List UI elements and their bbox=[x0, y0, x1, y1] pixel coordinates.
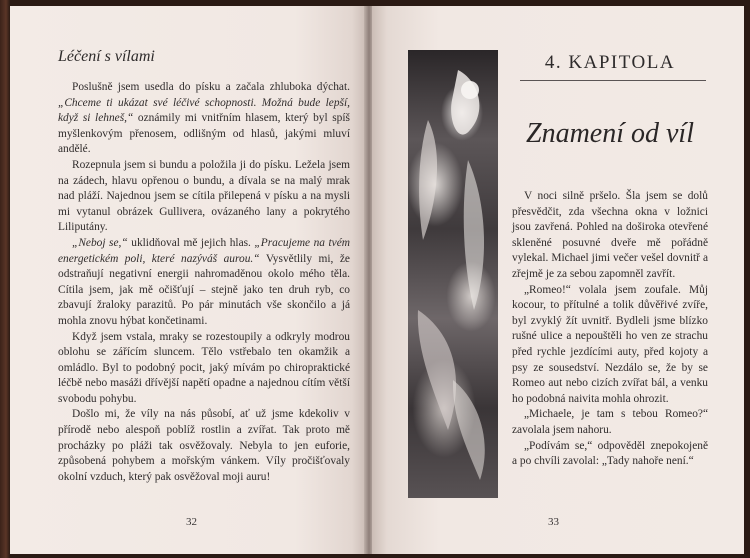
chapter-rule bbox=[520, 80, 706, 81]
left-page bbox=[10, 6, 366, 554]
text-run: Když jsem vstala, mraky se rozestoupily a odkryly modrou oblohu se zářícím sluncem. Tělo vstřebalo ten okamžik a omládlo. Byl to podobný pocit, jaký mívám po chiropraktické léčbě nebo masáži dřívější napětí opadne a najednou cítím větší svobodu pohybu. bbox=[58, 330, 350, 405]
text-run: Rozepnula jsem si bundu a položila ji do písku. Ležela jsem na zádech, hlavu opřenou o bundu, a dívala se na malý mrak nad pláží. Najednou jsem se cítila přilepená v písku a na mysli mi vytanul obrázek Gullivera, ovázaného lany a pokrytého Liliputány. bbox=[58, 158, 350, 234]
text-run: „Podívám se,“ odpověděl znepokojeně a po chvíli zavolal: „Tady nahoře není.“ bbox=[512, 439, 708, 468]
text-run: Vysvětlily mi, že odstraňují negativní energii nahromaděnou okolo mého těla. Cítila jsem, jak mě očišťují – stejně jako ten druh ryb, co zbavují žraloky parazitů. Po pár minutách vše skončilo a já mohla znovu hýbat končetinami. bbox=[58, 252, 350, 327]
page-number-left: 32 bbox=[186, 516, 197, 528]
italic-text: „Chceme ti ukázat své léčivé schopnosti. Možná bude lepší, když si lehneš,“ bbox=[58, 96, 350, 125]
paragraph bbox=[512, 189, 708, 283]
illustration-art bbox=[408, 50, 498, 498]
paragraph bbox=[58, 158, 350, 236]
paragraph bbox=[58, 407, 350, 485]
right-body-text bbox=[512, 189, 708, 470]
left-body-text bbox=[58, 80, 350, 485]
paragraph bbox=[58, 330, 350, 408]
paragraph bbox=[512, 283, 708, 408]
text-run: Došlo mi, že víly na nás působí, ať už jsme kdekoliv v přírodě nebo alespoň poblíž rostlin a zvířat. Tak proto mě procházky po pláži tak osvěžovaly. Nebyla to jen euforie, způsobená pohybem a mořským vánkem. Víly pročišťovaly okolní vzduch, který pak osvěžoval moji auru! bbox=[58, 408, 350, 483]
italic-text: „Pracujeme na tvém energetickém poli, které nazýváš aurou.“ bbox=[58, 236, 351, 265]
text-run: V noci silně pršelo. Šla jsem se dolů přesvědčit, zda všechna okna v ložnici jsou zavřená. Pohled na doširoka otevřené skleněné posuvné dveře mě pořádně vylekal. Michael jimi večer vešel dovnitř a zřejmě je za sebou zapomněl zavřít. bbox=[512, 190, 708, 280]
text-run: oznámily mi vnitřním hlasem, který byl spíš myšlenkovým přenosem, odlišným od hlasů, jakými mluví andělé. bbox=[58, 112, 350, 156]
italic-text: „Neboj se,“ bbox=[72, 236, 128, 249]
paragraph bbox=[512, 439, 708, 470]
page-number-right: 33 bbox=[548, 516, 559, 528]
paragraph bbox=[58, 236, 350, 330]
paragraph bbox=[58, 80, 350, 158]
text-run: „Romeo!“ volala jsem zoufale. Můj kocour, to přítulné a tolik důvěřivé zvíře, byl zvyklý žít uvnitř. Bydleli jsme blízko rušné ulice a nepouštěli ho ven ze strachu před rychle jezdícími auty, před kojoty a psy ze sousedství. Nezdálo se, že by se Romeo aut nebo cizích zvířat bál, a venku ho podobná naivita mohla ohrozit. bbox=[512, 283, 708, 405]
paragraph bbox=[512, 407, 708, 438]
chapter-title: Znamení od víl bbox=[526, 118, 694, 149]
running-head: Léčení s vílami bbox=[58, 48, 155, 65]
fairy-illustration-icon bbox=[408, 50, 498, 498]
chapter-label: 4. KAPITOLA bbox=[544, 52, 676, 73]
text-run: „Michaele, je tam s tebou Romeo?“ zavolala jsem nahoru. bbox=[512, 408, 708, 436]
right-page bbox=[372, 6, 744, 554]
text-run: Poslušně jsem usedla do písku a začala zhluboka dýchat. bbox=[72, 81, 350, 93]
text-run: uklidňoval mě jejich hlas. bbox=[127, 236, 255, 249]
